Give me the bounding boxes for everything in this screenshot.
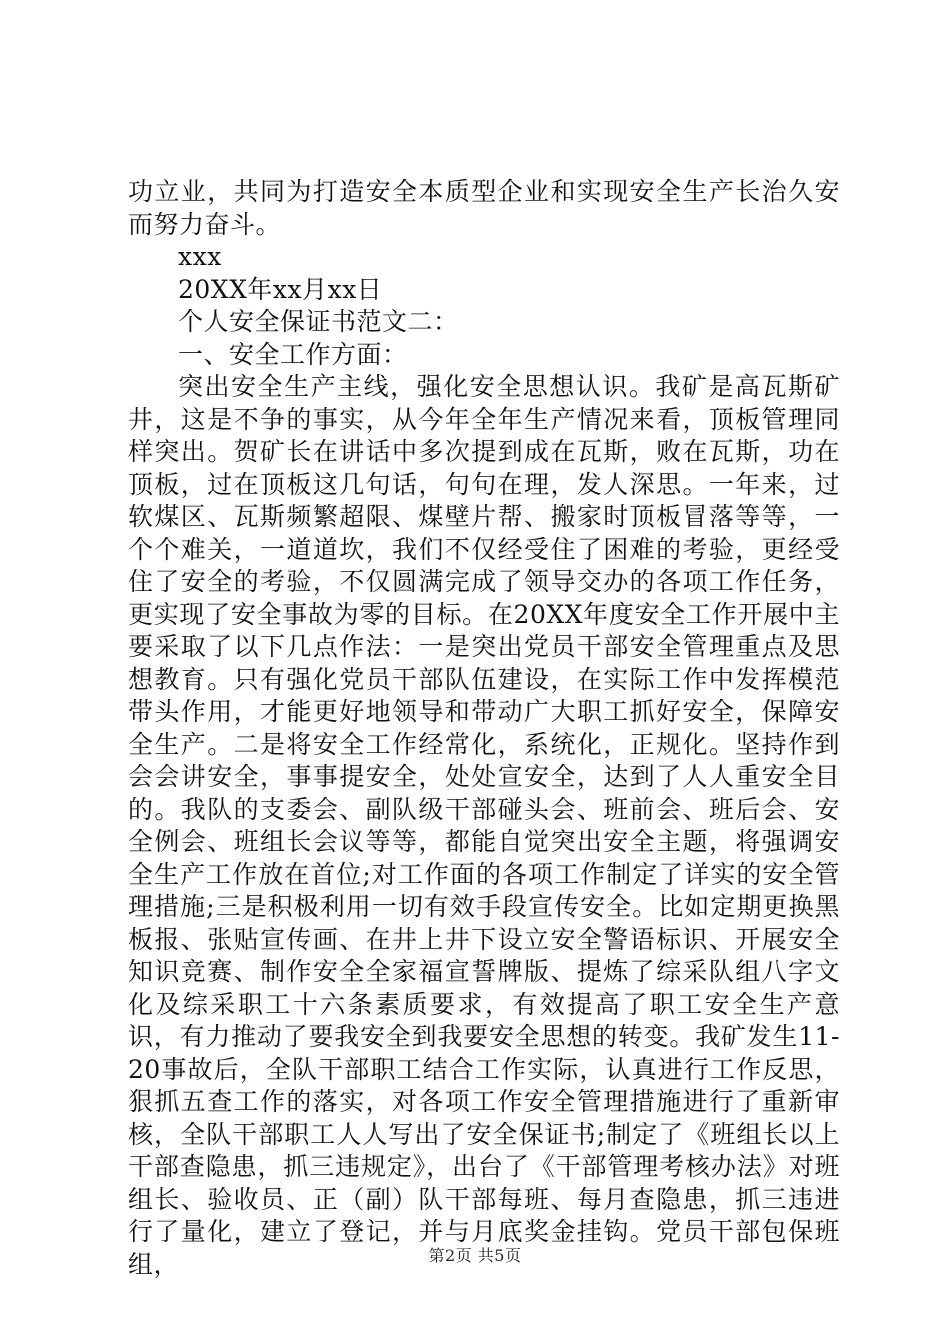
document-body — [128, 176, 840, 1281]
paragraph-closing: 功立业，共同为打造安全本质型企业和实现安全生产长治久安而努力奋斗。 — [128, 177, 840, 239]
subsection-heading: 一、安全工作方面： — [178, 339, 408, 369]
page-number-footer: 第2页 共5页 — [428, 1246, 522, 1265]
paragraph-body: 突出安全生产主线，强化安全思想认识。我矿是高瓦斯矿井，这是不争的事实，从今年全年生产情况来看，顶板管理同样突出。贺矿长在讲话中多次提到成在瓦斯，败在瓦斯，功在顶板，过在顶板这几句话，句句在理，发人深思。一年来，过软煤区、瓦斯频繁超限、煤壁片帮、搬家时顶板冒落等等，一个个难关，一道道坎，我们不仅经受住了困难的考验，更经受住了安全的考验，不仅圆满完成了领导交办的各项工作任务，更实现了安全事故为零的目标。在20XX年度安全工作开展中主要采取了以下几点作法：一是突出党员干部安全管理重点及思想教育。只有强化党员干部队伍建设，在实际工作中发挥模范带头作用，才能更好地领导和带动广大职工抓好安全，保障安全生产。二是将安全工作经常化，系统化，正规化。坚持作到会会讲安全，事事提安全，处处宣安全，达到了人人重安全目的。我队的支委会、副队级干部碰头会、班前会、班后会、安全例会、班组长会议等等，都能自觉突出安全主题，将强调安全生产工作放在首位;对工作面的各项工作制定了详实的安全管理措施;三是积极利用一切有效手段宣传安全。比如定期更换黑板报、张贴宣传画、在井上井下设立安全警语标识、开展安全知识竞赛、制作安全全家福宣誓牌版、提炼了综采队组八字文化及综采职工十六条素质要求，有效提高了职工安全生产意识，有力推动了要我安全到我要安全思想的转变。我矿发生11-20事故后，全队干部职工结合工作实际，认真进行工作反思，狠抓五查工作的落实，对各项工作安全管理措施进行了重新审核，全队干部职工人人写出了安全保证书;制定了《班组长以上干部查隐患，抓三违规定》，出台了《干部管理考核办法》对班组长、验收员、正（副）队干部每班、每月查隐患，抓三违进行了量化，建立了登记，并与月底奖金挂钩。党员干部包保班组， — [128, 372, 840, 1279]
signature-name: xxx — [178, 242, 222, 271]
signature-date: 20XX年xx月xx日 — [178, 274, 383, 304]
section-title: 个人安全保证书范文二： — [178, 307, 459, 336]
